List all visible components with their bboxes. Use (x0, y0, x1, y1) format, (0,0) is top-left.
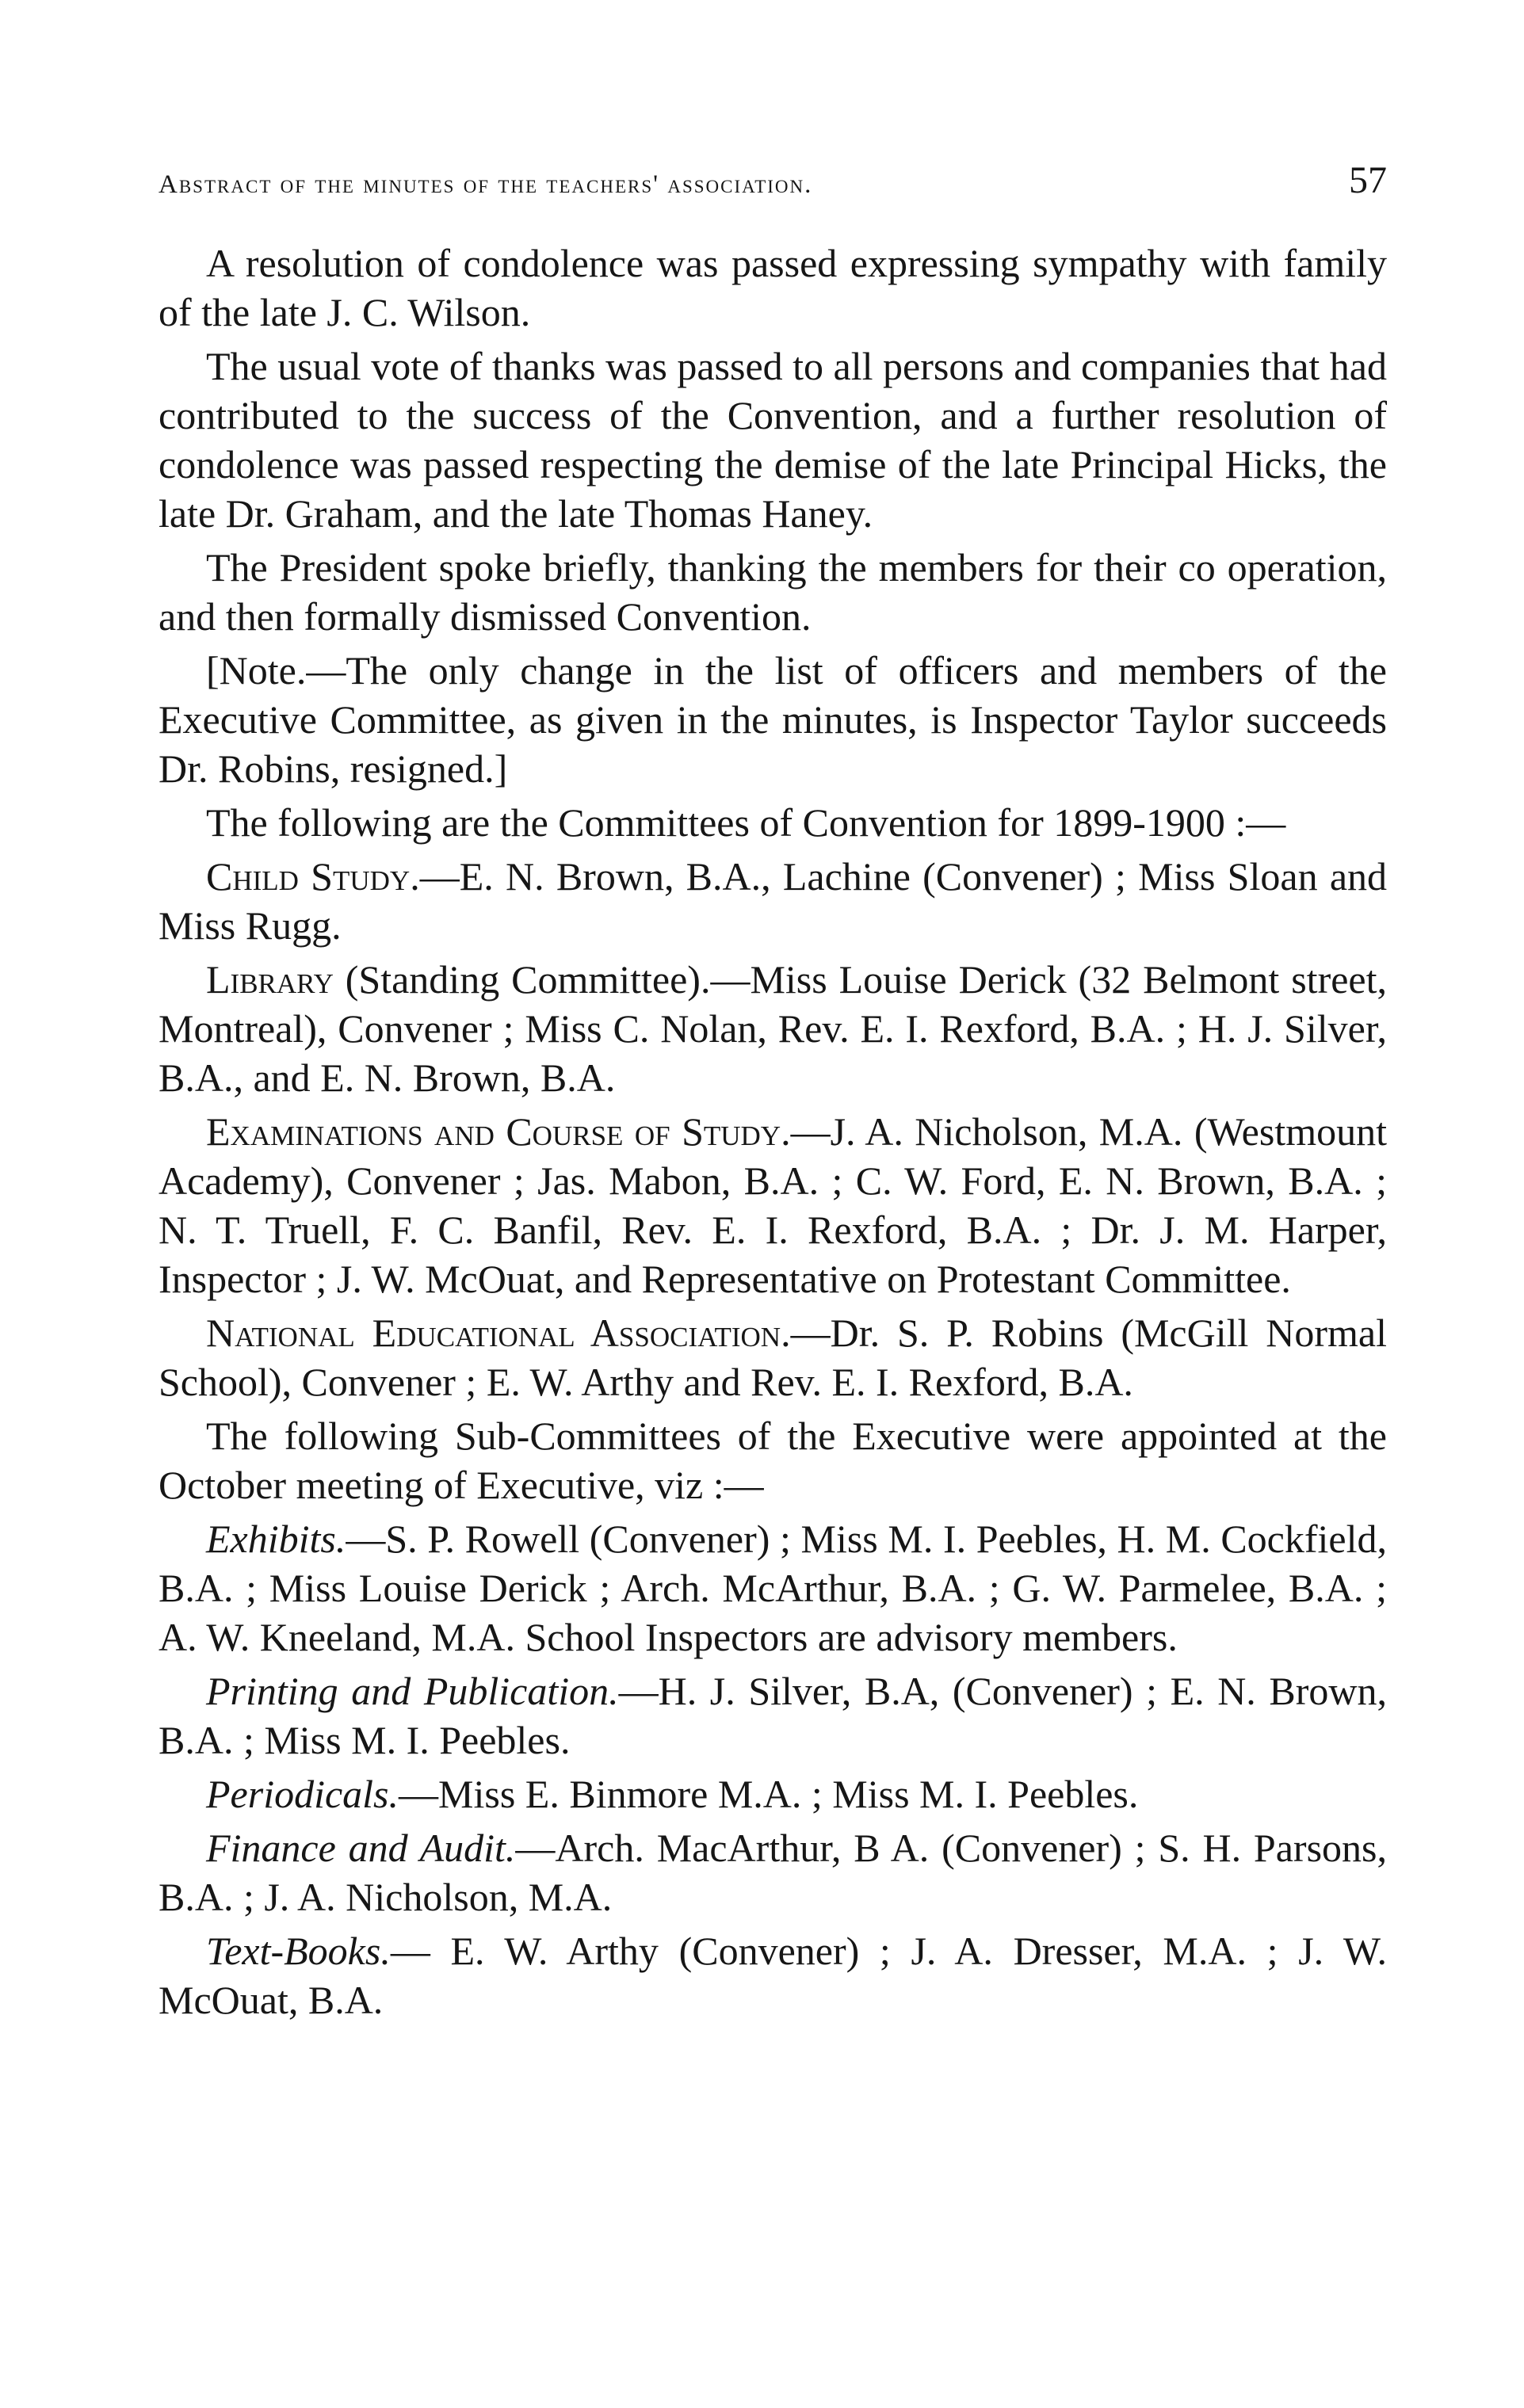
paragraph-subcommittees-intro: The following Sub-Committees of the Executive were appointed at the October meeting of Executive, viz :— (159, 1414, 1387, 1507)
book-page (159, 158, 1387, 2029)
subcommittee-heading: Text-Books. (206, 1929, 391, 1973)
paragraph-vote-of-thanks: The usual vote of thanks was passed to all persons and companies that had contributed to the success of the Convention, and a further resolution of condolence was passed respecting the demise of the late Principal Hicks, the late Dr. Graham, and the late Thomas Haney. (159, 344, 1387, 536)
running-title: Abstract of the minutes of the teachers' association. (159, 170, 813, 199)
committee-national-educational: National Educational Association.—Dr. S. P. Robins (McGill Normal School), Convener ; E. W. Arthy and Rev. E. I. Rexford, B.A. (159, 1311, 1387, 1404)
subcommittee-heading: Periodicals. (206, 1772, 399, 1816)
subcommittee-finance: Finance and Audit.—Arch. MacArthur, B A. (Convener) ; S. H. Parsons, B.A. ; J. A. Nicholson, M.A. (159, 1826, 1387, 1919)
subcommittee-heading: Exhibits. (206, 1517, 346, 1561)
subcommittee-exhibits: Exhibits.—S. P. Rowell (Convener) ; Miss M. I. Peebles, H. M. Cockfield, B.A. ; Miss Louise Derick ; Arch. McArthur, B.A. ; G. W. Parmelee, B.A. ; A. W. Kneeland, M.A. School Inspectors are advisory members. (159, 1517, 1387, 1659)
page-number: 57 (1349, 159, 1387, 201)
committee-heading: Child Study. (206, 854, 420, 899)
paragraph-condolence-wilson: A resolution of condolence was passed expressing sympathy with family of the late J. C. Wilson. (159, 241, 1387, 334)
running-head (159, 158, 1387, 202)
subcommittee-heading: Finance and Audit. (206, 1826, 516, 1870)
subcommittee-printing: Printing and Publication.—H. J. Silver, B.A, (Convener) ; E. N. Brown, B.A. ; Miss M. I. Peebles. (159, 1669, 1387, 1762)
paragraph-committees-intro: The following are the Committees of Convention for 1899-1900 :— (206, 800, 1286, 845)
committee-child-study: Child Study.—E. N. Brown, B.A., Lachine (Convener) ; Miss Sloan and Miss Rugg. (159, 854, 1388, 948)
committee-heading: Examinations and Course of Study. (206, 1109, 791, 1154)
subcommittee-text-books: Text-Books.— E. W. Arthy (Convener) ; J. A. Dresser, M.A. ; J. W. McOuat, B.A. (159, 1929, 1387, 2022)
committee-heading: Library (206, 957, 334, 1002)
subcommittee-periodicals: Periodicals.—Miss E. Binmore M.A. ; Miss M. I. Peebles. (206, 1772, 1139, 1816)
committee-heading: National Educational Association. (206, 1311, 791, 1355)
committee-library: Library (Standing Committee).—Miss Louise Derick (32 Belmont street, Montreal), Convener ; Miss C. Nolan, Rev. E. I. Rexford, B.A. ; H. J. Silver, B.A., and E. N. Brown, B.A. (159, 957, 1387, 1100)
committee-examinations: Examinations and Course of Study.—J. A. Nicholson, M.A. (Westmount Academy), Convener ; Jas. Mabon, B.A. ; C. W. Ford, E. N. Brown, B.A. ; N. T. Truell, F. C. Banfil, Rev. E. I. Rexford, B.A. ; Dr. J. M. Harper, Inspector ; J. W. McOuat, and Representative on Protestant Committee. (159, 1109, 1387, 1301)
paragraph-president-closing: The President spoke briefly, thanking the members for their co operation, and then formally dismissed Convention. (159, 545, 1387, 639)
paragraph-note: [Note.—The only change in the list of officers and members of the Executive Committee, as given in the minutes, is Inspector Taylor succeeds Dr. Robins, resigned.] (159, 648, 1387, 791)
subcommittee-heading: Printing and Publication. (206, 1669, 619, 1713)
